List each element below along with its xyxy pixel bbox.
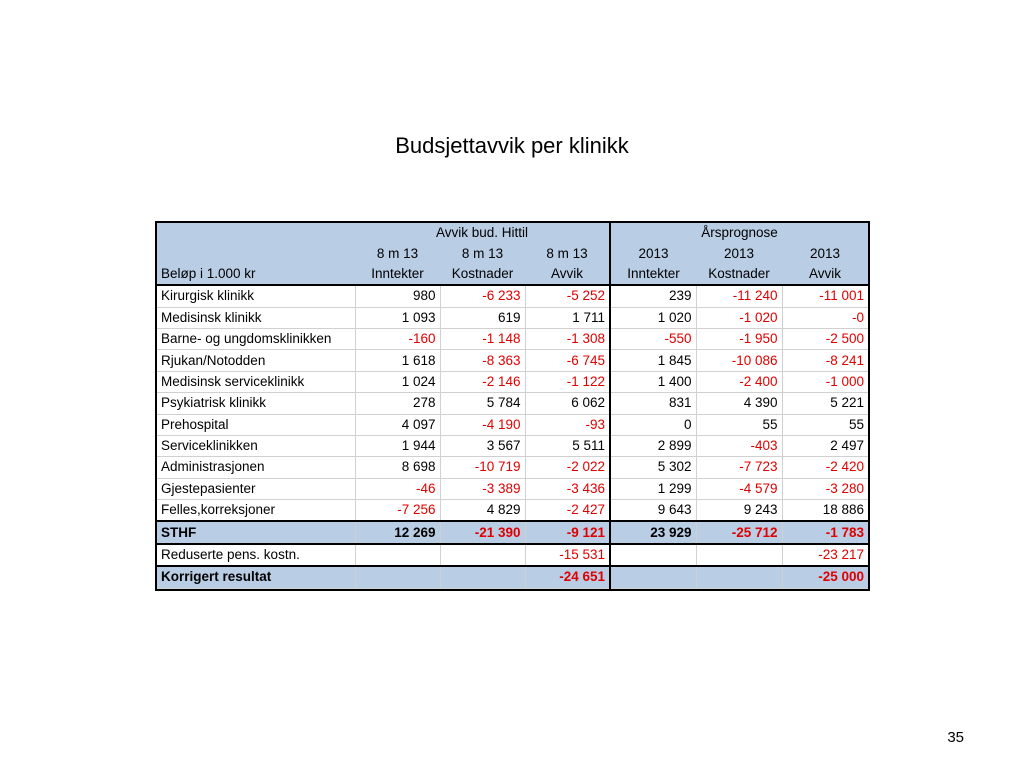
header-blank-cell (157, 223, 355, 243)
value-cell: -2 427 (525, 500, 610, 522)
table-row (157, 371, 868, 392)
value-cell: 1 020 (610, 307, 696, 328)
row-label: Prehospital (157, 414, 355, 435)
value-cell: -2 420 (782, 457, 868, 478)
value-cell: -7 256 (355, 500, 440, 522)
page-number: 35 (947, 729, 964, 746)
value-cell: -93 (525, 414, 610, 435)
value-cell: -7 723 (696, 457, 782, 478)
value-cell: -3 436 (525, 478, 610, 499)
value-cell: -1 308 (525, 328, 610, 349)
row-label: Rjukan/Notodden (157, 350, 355, 371)
value-cell: 1 944 (355, 435, 440, 456)
table-row (157, 500, 868, 522)
value-cell: 4 390 (696, 393, 782, 414)
table-row (157, 457, 868, 478)
value-cell: -3 280 (782, 478, 868, 499)
value-cell: -23 217 (782, 544, 868, 566)
row-label: Kirurgisk klinikk (157, 285, 355, 307)
table-row (157, 414, 868, 435)
value-cell: 619 (440, 307, 525, 328)
table-row (157, 307, 868, 328)
value-cell: -6 233 (440, 285, 525, 307)
row-label: Serviceklinikken (157, 435, 355, 456)
value-cell: 3 567 (440, 435, 525, 456)
value-cell: 4 097 (355, 414, 440, 435)
value-cell: -2 022 (525, 457, 610, 478)
row-label: Barne- og ungdomsklinikken (157, 328, 355, 349)
value-cell (355, 544, 440, 566)
value-cell: 1 618 (355, 350, 440, 371)
value-cell: 980 (355, 285, 440, 307)
value-cell: -9 121 (525, 521, 610, 543)
value-cell: 1 093 (355, 307, 440, 328)
total-row (157, 521, 868, 543)
column-header: Kostnader (440, 264, 525, 285)
value-cell: 55 (696, 414, 782, 435)
value-cell: 5 221 (782, 393, 868, 414)
table-row (157, 478, 868, 499)
column-header-row (157, 264, 868, 285)
value-cell: 1 845 (610, 350, 696, 371)
row-label: Medisinsk serviceklinikk (157, 371, 355, 392)
value-cell: -1 950 (696, 328, 782, 349)
value-cell: 4 829 (440, 500, 525, 522)
row-label: Gjestepasienter (157, 478, 355, 499)
column-header: Inntekter (355, 264, 440, 285)
value-cell: -1 122 (525, 371, 610, 392)
result-row (157, 566, 868, 588)
sub-header-cell: 8 m 13 (525, 243, 610, 263)
column-header: Kostnader (696, 264, 782, 285)
value-cell: 1 711 (525, 307, 610, 328)
row-label: Felles,korreksjoner (157, 500, 355, 522)
value-cell: 8 698 (355, 457, 440, 478)
sub-header-cell: 8 m 13 (355, 243, 440, 263)
sub-header-cell: 2013 (696, 243, 782, 263)
value-cell: 2 899 (610, 435, 696, 456)
group-header-row (157, 223, 868, 243)
value-cell (355, 566, 440, 588)
value-cell: -3 389 (440, 478, 525, 499)
row-label: Administrasjonen (157, 457, 355, 478)
value-cell: -10 719 (440, 457, 525, 478)
value-cell (440, 566, 525, 588)
header-blank-cell (157, 243, 355, 263)
value-cell: 12 269 (355, 521, 440, 543)
value-cell: -2 500 (782, 328, 868, 349)
value-cell: 6 062 (525, 393, 610, 414)
value-cell: -1 020 (696, 307, 782, 328)
table-row (157, 328, 868, 349)
value-cell: -4 579 (696, 478, 782, 499)
row-label-header: Beløp i 1.000 kr (157, 264, 355, 285)
row-label: Korrigert resultat (157, 566, 355, 588)
value-cell: 23 929 (610, 521, 696, 543)
value-cell: -11 240 (696, 285, 782, 307)
value-cell: 1 299 (610, 478, 696, 499)
slide-title: Budsjettavvik per klinikk (395, 133, 629, 158)
table-row (157, 435, 868, 456)
value-cell: -24 651 (525, 566, 610, 588)
value-cell: -8 363 (440, 350, 525, 371)
value-cell (610, 544, 696, 566)
value-cell: 9 643 (610, 500, 696, 522)
table-row (157, 285, 868, 307)
value-cell: 278 (355, 393, 440, 414)
value-cell: -403 (696, 435, 782, 456)
value-cell: 5 302 (610, 457, 696, 478)
value-cell: -46 (355, 478, 440, 499)
value-cell: 5 784 (440, 393, 525, 414)
group-header-forecast: Årsprognose (610, 223, 868, 243)
group-header-ytd: Avvik bud. Hittil (355, 223, 610, 243)
value-cell: 1 024 (355, 371, 440, 392)
value-cell (696, 566, 782, 588)
row-label: Reduserte pens. kostn. (157, 544, 355, 566)
pension-row (157, 544, 868, 566)
value-cell: -0 (782, 307, 868, 328)
column-header: Avvik (525, 264, 610, 285)
value-cell: -4 190 (440, 414, 525, 435)
value-cell: 2 497 (782, 435, 868, 456)
value-cell (440, 544, 525, 566)
value-cell: 9 243 (696, 500, 782, 522)
row-label: Psykiatrisk klinikk (157, 393, 355, 414)
value-cell: -25 712 (696, 521, 782, 543)
value-cell: 55 (782, 414, 868, 435)
value-cell: -1 000 (782, 371, 868, 392)
value-cell: -2 400 (696, 371, 782, 392)
value-cell: -8 241 (782, 350, 868, 371)
value-cell: 831 (610, 393, 696, 414)
value-cell: -160 (355, 328, 440, 349)
value-cell: 239 (610, 285, 696, 307)
row-label: Medisinsk klinikk (157, 307, 355, 328)
value-cell: -10 086 (696, 350, 782, 371)
sub-header-cell: 2013 (610, 243, 696, 263)
value-cell: -11 001 (782, 285, 868, 307)
sub-header-cell: 2013 (782, 243, 868, 263)
value-cell: -25 000 (782, 566, 868, 588)
table-row (157, 350, 868, 371)
value-cell: -21 390 (440, 521, 525, 543)
value-cell: 0 (610, 414, 696, 435)
value-cell: -1 148 (440, 328, 525, 349)
value-cell: -1 783 (782, 521, 868, 543)
value-cell: 1 400 (610, 371, 696, 392)
column-header: Avvik (782, 264, 868, 285)
sub-header-row (157, 243, 868, 263)
value-cell: 5 511 (525, 435, 610, 456)
row-label: STHF (157, 521, 355, 543)
budget-deviation-table (157, 223, 868, 589)
value-cell: 18 886 (782, 500, 868, 522)
value-cell: -2 146 (440, 371, 525, 392)
value-cell: -6 745 (525, 350, 610, 371)
value-cell: -550 (610, 328, 696, 349)
value-cell: -15 531 (525, 544, 610, 566)
value-cell (696, 544, 782, 566)
value-cell: -5 252 (525, 285, 610, 307)
sub-header-cell: 8 m 13 (440, 243, 525, 263)
value-cell (610, 566, 696, 588)
table-row (157, 393, 868, 414)
column-header: Inntekter (610, 264, 696, 285)
